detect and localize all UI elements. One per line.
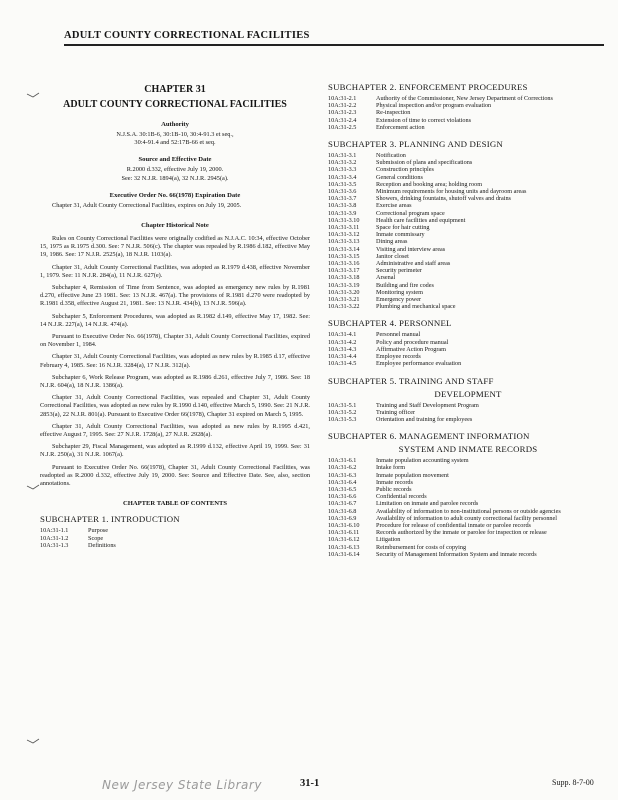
margin-check-mark	[26, 92, 40, 98]
section-title: Reimbursement for costs of copying	[376, 543, 467, 551]
subchapter-title-cont: DEVELOPMENT	[434, 388, 502, 399]
section-title: Personnel manual	[376, 331, 421, 339]
subchapter-group	[328, 431, 608, 558]
section-title: Litigation	[376, 536, 401, 544]
section-title: Employee performance evaluation	[376, 360, 462, 368]
toc-entry	[328, 457, 608, 464]
section-title: Limitation on inmate and parolee records	[376, 500, 479, 508]
toc-entry	[328, 353, 608, 360]
toc-entry	[328, 303, 608, 310]
toc-entry	[328, 402, 608, 409]
toc-entry	[328, 296, 608, 303]
history-paragraph: Pursuant to Executive Order No. 66(1978), Chapter 31, Adult County Correctional Facilities, expired on November 1, 1984.	[40, 333, 310, 349]
toc-entry	[328, 331, 608, 338]
toc-entry	[40, 527, 310, 534]
section-title: Exercise areas	[376, 202, 412, 210]
section-code: 10A:31-3.16	[328, 260, 360, 268]
toc-entry	[328, 260, 608, 267]
subchapter-title: SUBCHAPTER 3. PLANNING AND DESIGN	[328, 139, 503, 150]
running-head: ADULT COUNTY CORRECTIONAL FACILITIES	[64, 30, 604, 46]
section-code: 10A:31-2.4	[328, 116, 357, 124]
supplement-date: Supp. 8-7-00	[552, 778, 594, 787]
section-code: 10A:31-6.12	[328, 536, 360, 544]
section-title: Notification	[376, 152, 406, 160]
section-title: Training officer	[376, 408, 416, 416]
section-code: 10A:31-1.2	[40, 534, 69, 542]
toc-entry	[328, 202, 608, 209]
section-code: 10A:31-2.2	[328, 102, 357, 110]
section-title: Security of Management Information System and inmate records	[376, 550, 537, 558]
section-title: Procedure for release of confidential inmate or parolee records	[376, 521, 531, 529]
subchapter-title: SUBCHAPTER 5. TRAINING AND STAFF	[328, 375, 494, 386]
authority-heading: Authority	[161, 121, 189, 128]
subchapter-group	[328, 376, 608, 424]
section-code: 10A:31-3.20	[328, 288, 360, 296]
toc-entry	[328, 529, 608, 536]
toc-entry	[40, 535, 310, 542]
section-title: Confidential records	[376, 493, 427, 501]
section-code: 10A:31-4.5	[328, 360, 357, 368]
section-code: 10A:31-3.21	[328, 296, 360, 304]
authority-section	[40, 121, 310, 147]
toc-entry	[328, 224, 608, 231]
subchapter-group	[40, 514, 310, 549]
section-code: 10A:31-3.6	[328, 188, 357, 196]
section-code: 10A:31-6.9	[328, 514, 357, 522]
section-code: 10A:31-6.6	[328, 493, 357, 501]
section-title: General conditions	[376, 173, 423, 181]
toc-entry	[328, 253, 608, 260]
left-toc	[40, 514, 310, 549]
history-paragraph: Pursuant to Executive Order No. 66(1978), Chapter 31, Adult County Correctional Facilities, was readopted as R.2000 d.332, effective July 19, 2000. See: Source and Effective Date. See, also, section annotations.	[40, 463, 310, 488]
history-paragraph: Rules on County Correctional Facilities were originally codified as N.J.A.C. 10:34, effective October 15, 1975 as R.1975 d.300. See: 7 N.J.R. 506(c). The chapter was repealed by R.1986 d.182, effective May 19, 1986. See: 17 N.J.R. 2525(a), 18 N.J.R. 1103(a).	[40, 235, 310, 259]
toc-entry	[328, 416, 608, 423]
section-title: Affirmative Action Program	[376, 345, 446, 353]
toc-entry	[328, 174, 608, 181]
section-title: Showers, drinking fountains, shutoff valves and drains	[376, 195, 511, 203]
toc-entry	[328, 493, 608, 500]
section-code: 10A:31-5.2	[328, 408, 357, 416]
toc-entry	[40, 542, 310, 549]
section-title: Submission of plans and specifications	[376, 159, 473, 167]
section-title: Enforcement action	[376, 123, 425, 131]
subchapter-group	[328, 139, 608, 310]
subchapter-group	[328, 82, 608, 131]
section-code: 10A:31-3.1	[328, 152, 357, 160]
toc-entry	[328, 409, 608, 416]
toc-entry	[328, 360, 608, 367]
section-title: Employee records	[376, 353, 421, 361]
section-title: Administrative and staff areas	[376, 260, 451, 268]
section-code: 10A:31-3.5	[328, 180, 357, 188]
section-title: Visiting and interview areas	[376, 245, 446, 253]
section-title: Orientation and training for employees	[376, 415, 473, 423]
section-code: 10A:31-3.3	[328, 166, 357, 174]
toc-entry	[328, 472, 608, 479]
section-title: Training and Staff Development Program	[376, 401, 479, 409]
executive-order-heading: Executive Order No. 66(1978) Expiration Date	[109, 191, 241, 199]
section-title: Availability of information to non-institutional persons or outside agencies	[376, 507, 561, 515]
toc-entry	[328, 282, 608, 289]
toc-entry	[328, 551, 608, 558]
subchapter-title: SUBCHAPTER 6. MANAGEMENT INFORMATION	[328, 431, 530, 442]
section-code: 10A:31-6.4	[328, 478, 357, 486]
right-toc	[328, 82, 608, 558]
margin-check-mark	[26, 484, 40, 490]
toc-entry	[328, 267, 608, 274]
section-title: Monitoring system	[376, 288, 423, 296]
history-paragraph: Subchapter 6, Work Release Program, was adopted as R.1986 d.261, effective July 7, 1986. See: 18 N.J.R. 604(a), 18 N.J.R. 1386(a).	[40, 373, 310, 390]
section-title: Scope	[88, 534, 104, 542]
history-paragraph: Chapter 31, Adult County Correctional Facilities, was repealed and Chapter 31, Adult County Correctional Facilities, was adopted as new rules by R.1990 d.140, effective March 5, 1990. See: 21 N.J.R. 2853(a), 22 N.J.R. 801(a). Pursuant to Executive Order 66(1978), Chapter 31 expired on March 5, 1995.	[40, 394, 310, 418]
section-title: Reception and booking area; holding room	[376, 180, 483, 188]
toc-entry	[328, 289, 608, 296]
section-code: 10A:31-2.5	[328, 123, 357, 131]
toc-entry	[328, 217, 608, 224]
history-paragraph: Subchapter 4, Remission of Time from Sentence, was adopted as emergency new rules by R.1981 d.270, effective June 23 1981. See: 13 N.J.R. 467(a). The provisions of R.1981 d.270 were readopted by R.1981 d.358, effective August 21, 1981. See: 13 N.J.R. 434(b), 13 N.J.R. 596(a).	[40, 284, 310, 308]
toc-entry	[328, 109, 608, 116]
toc-entry	[328, 159, 608, 166]
section-code: 10A:31-3.18	[328, 274, 360, 282]
section-title: Public records	[376, 485, 412, 493]
section-title: Inmate records	[376, 478, 413, 486]
history-paragraph: Subchapter 29, Fiscal Management, was adopted as R.1999 d.132, effective April 19, 1999. See: 31 N.J.R. 250(a), 31 N.J.R. 1067(a).	[40, 443, 310, 459]
section-code: 10A:31-3.2	[328, 159, 357, 167]
section-title: Dining areas	[376, 238, 408, 246]
subchapter-title: SUBCHAPTER 1. INTRODUCTION	[40, 514, 180, 525]
toc-entry	[328, 464, 608, 471]
history-notes	[40, 235, 310, 488]
toc-entry	[328, 117, 608, 124]
section-title: Construction principles	[376, 166, 434, 174]
section-title: Purpose	[88, 527, 108, 535]
source-heading: Source and Effective Date	[138, 156, 212, 164]
chapter-number: CHAPTER 31	[144, 84, 206, 95]
section-code: 10A:31-3.15	[328, 252, 360, 260]
history-paragraph: Chapter 31, Adult County Correctional Facilities, was adopted as new rules by R.1995 d.421, effective August 7, 1995. See: 27 N.J.R. 1728(a), 27 N.J.R. 2928(a).	[40, 422, 310, 439]
section-title: Extension of time to correct violations	[376, 116, 472, 124]
section-title: Health care facilities and equipment	[376, 216, 466, 224]
chapter-title: ADULT COUNTY CORRECTIONAL FACILITIES	[63, 99, 287, 110]
subchapter-title: SUBCHAPTER 2. ENFORCEMENT PROCEDURES	[328, 82, 528, 92]
source-line: R.2000 d.332, effective July 19, 2000.	[126, 166, 224, 174]
section-code: 10A:31-5.1	[328, 401, 357, 409]
authority-line: N.J.S.A. 30:1B-6, 30:1B-10, 30:4-91.3 et seq.,	[116, 131, 234, 138]
section-code: 10A:31-4.4	[328, 353, 357, 361]
toc-entry	[328, 188, 608, 195]
section-code: 10A:31-3.7	[328, 195, 357, 203]
executive-order-text: Chapter 31, Adult County Correctional Facilities, expires on July 19, 2005.	[52, 201, 242, 209]
toc-entry	[328, 544, 608, 551]
section-code: 10A:31-4.1	[328, 331, 357, 339]
section-code: 10A:31-6.3	[328, 471, 357, 479]
toc-entry	[328, 95, 608, 102]
section-code: 10A:31-2.1	[328, 95, 357, 102]
toc-entry	[328, 210, 608, 217]
history-paragraph: Subchapter 5, Enforcement Procedures, was adopted as R.1982 d.149, effective May 17, 1982. See: 14 N.J.R. 227(a), 14 N.J.R. 474(a).	[40, 312, 310, 328]
toc-entry	[328, 166, 608, 173]
authority-line: 30:4-91.4 and 52:17B-66 et seq.	[134, 139, 216, 147]
section-code: 10A:31-6.11	[328, 529, 360, 537]
margin-check-mark	[26, 738, 40, 744]
subchapter-title-cont: SYSTEM AND INMATE RECORDS	[398, 444, 538, 455]
section-code: 10A:31-3.10	[328, 216, 360, 224]
toc-entry	[328, 515, 608, 522]
section-title: Plumbing and mechanical space	[376, 303, 456, 311]
section-title: Physical inspection and/or program evaluation	[376, 102, 492, 110]
toc-entry	[328, 339, 608, 346]
section-title: Building and fire codes	[376, 281, 434, 289]
section-title: Availability of information to adult county correctional facility personnel	[376, 514, 557, 522]
history-paragraph: Chapter 31, Adult County Correctional Facilities, was adopted as R.1979 d.438, effective November 1, 1979. See: 11 N.J.R. 284(a), 11 N.J.R. 627(e).	[40, 263, 310, 279]
toc-entry	[328, 231, 608, 238]
toc-entry	[328, 522, 608, 529]
section-code: 10A:31-6.1	[328, 457, 357, 465]
section-title: Re-inspection	[376, 109, 411, 117]
section-title: Emergency power	[376, 296, 422, 304]
section-code: 10A:31-3.14	[328, 245, 360, 253]
toc-entry	[328, 274, 608, 281]
toc-entry	[328, 346, 608, 353]
section-title: Correctional program space	[376, 209, 445, 217]
section-code: 10A:31-3.9	[328, 209, 357, 217]
section-title: Minimum requirements for housing units and dayroom areas	[376, 188, 527, 196]
section-code: 10A:31-3.17	[328, 267, 360, 275]
section-code: 10A:31-6.5	[328, 485, 357, 493]
section-title: Intake form	[376, 464, 406, 472]
section-title: Records authorized by the inmate or parolee for inspection or release	[376, 529, 547, 537]
section-code: 10A:31-6.8	[328, 507, 357, 515]
section-code: 10A:31-6.14	[328, 550, 360, 558]
toc-entry	[328, 238, 608, 245]
subchapter-title: SUBCHAPTER 4. PERSONNEL	[328, 318, 452, 329]
section-code: 10A:31-6.10	[328, 521, 360, 529]
section-title: Janitor closet	[376, 252, 409, 260]
history-heading: Chapter Historical Note	[141, 222, 209, 230]
left-column	[40, 82, 310, 557]
source-line: See: 32 N.J.R. 1894(a), 32 N.J.R. 2945(a).	[121, 174, 229, 182]
section-code: 10A:31-3.4	[328, 173, 357, 181]
toc-entry	[328, 124, 608, 131]
page-number: 31-1	[300, 778, 320, 789]
section-title: Inmate population accounting system	[376, 457, 469, 465]
toc-entry	[328, 536, 608, 543]
section-title: Arsenal	[376, 274, 396, 282]
section-code: 10A:31-4.3	[328, 345, 357, 353]
toc-entry	[328, 500, 608, 507]
executive-order-section	[40, 192, 310, 210]
library-watermark: New Jersey State Library	[102, 778, 262, 792]
section-code: 10A:31-3.11	[328, 224, 360, 232]
section-code: 10A:31-3.12	[328, 231, 360, 239]
toc-heading: CHAPTER TABLE OF CONTENTS	[122, 500, 228, 508]
section-code: 10A:31-1.1	[40, 527, 69, 535]
section-code: 10A:31-3.8	[328, 202, 357, 210]
section-code: 10A:31-6.13	[328, 543, 360, 551]
section-title: Security perimeter	[376, 267, 422, 275]
section-title: Inmate population movement	[376, 471, 449, 479]
subchapter-group	[328, 318, 608, 367]
toc-entry	[328, 486, 608, 493]
toc-entry	[328, 102, 608, 109]
section-code: 10A:31-3.22	[328, 303, 360, 311]
section-code: 10A:31-5.3	[328, 415, 357, 423]
source-section	[40, 156, 310, 182]
toc-entry	[328, 246, 608, 253]
section-code: 10A:31-3.13	[328, 238, 360, 246]
toc-entry	[328, 195, 608, 202]
section-title: Definitions	[88, 541, 116, 549]
section-code: 10A:31-2.3	[328, 109, 357, 117]
section-code: 10A:31-4.2	[328, 338, 357, 346]
right-column	[328, 82, 608, 566]
section-title: Policy and procedure manual	[376, 338, 449, 346]
section-code: 10A:31-3.19	[328, 281, 360, 289]
toc-entry	[328, 479, 608, 486]
section-title: Authority of the Commissioner, New Jersey Department of Corrections	[376, 95, 553, 102]
section-code: 10A:31-6.2	[328, 464, 357, 472]
section-code: 10A:31-1.3	[40, 541, 69, 549]
section-title: Inmate commissary	[376, 231, 425, 239]
toc-entry	[328, 152, 608, 159]
section-code: 10A:31-6.7	[328, 500, 357, 508]
history-paragraph: Chapter 31, Adult County Correctional Facilities, was adopted as new rules by R.1985 d.17, effective February 4, 1985. See: 16 N.J.R. 3284(a), 17 N.J.R. 312(a).	[40, 353, 310, 369]
toc-entry	[328, 508, 608, 515]
section-title: Space for hair cutting	[376, 224, 430, 232]
toc-entry	[328, 181, 608, 188]
